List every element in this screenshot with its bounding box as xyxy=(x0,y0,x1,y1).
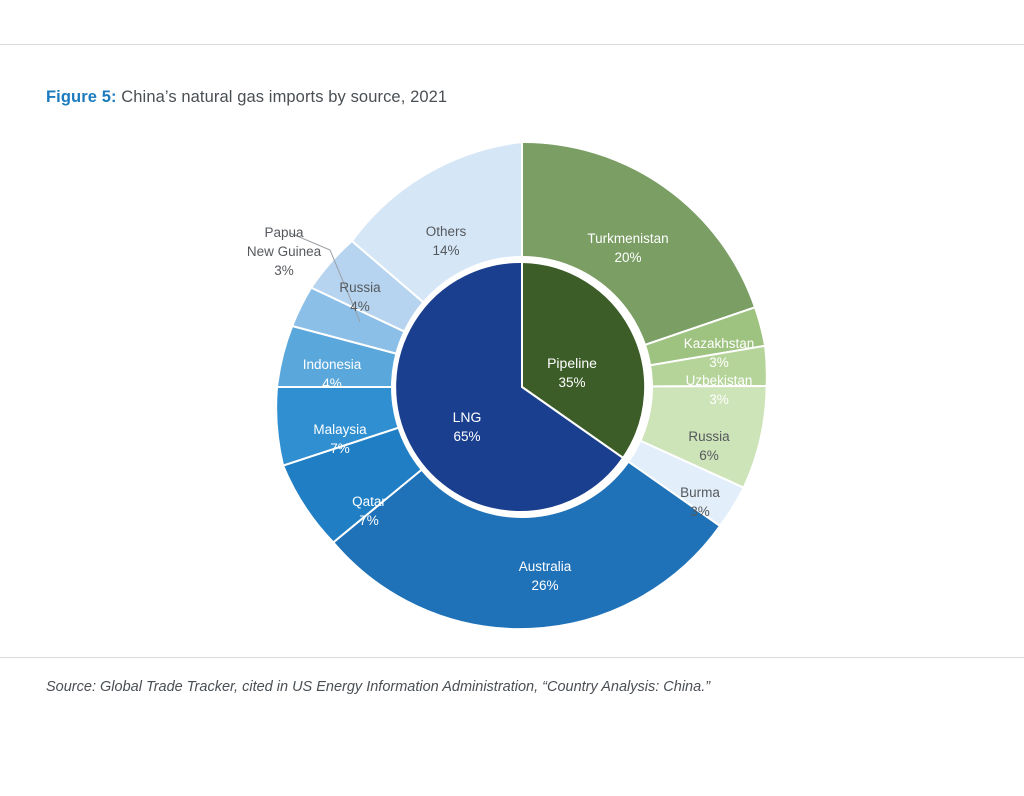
label-qatar-pct: 7% xyxy=(359,513,379,528)
label-papua-new-guinea-pct: 3% xyxy=(274,263,294,278)
label-malaysia-name: Malaysia xyxy=(313,422,367,437)
label-australia-pct: 26% xyxy=(531,578,559,593)
label-pipeline-name: Pipeline xyxy=(547,355,597,371)
label-russia-lng-name: Russia xyxy=(339,280,381,295)
label-others-pct: 14% xyxy=(432,243,460,258)
source-note: Source: Global Trade Tracker, cited in US Energy Information Administration, “Country Analysis: China.” xyxy=(46,679,711,695)
label-pipeline-pct: 35% xyxy=(558,375,586,390)
label-turkmenistan-name: Turkmenistan xyxy=(587,231,669,246)
label-others-name: Others xyxy=(425,224,467,239)
label-russia-lng-pct: 4% xyxy=(350,299,370,314)
label-lng-pct: 65% xyxy=(453,429,481,444)
label-russia-pipeline-pct: 6% xyxy=(699,448,719,463)
label-australia-name: Australia xyxy=(518,559,572,574)
label-papua-new-guinea-line1: Papua xyxy=(264,225,304,240)
label-burma-pct: 3% xyxy=(690,504,710,519)
figure-label: Figure 5: xyxy=(46,88,117,106)
page-title xyxy=(46,88,447,107)
label-uzbekistan-pct: 3% xyxy=(709,392,729,407)
label-qatar-name: Qatar xyxy=(352,494,386,509)
label-indonesia-pct: 4% xyxy=(322,376,342,391)
label-indonesia-name: Indonesia xyxy=(302,357,362,372)
label-uzbekistan-name: Uzbekistan xyxy=(685,373,753,388)
pie-chart xyxy=(222,132,782,642)
label-burma-name: Burma xyxy=(680,485,720,500)
label-kazakhstan-pct: 3% xyxy=(709,355,729,370)
inner-ring xyxy=(395,262,645,512)
bottom-divider xyxy=(0,657,1024,658)
label-turkmenistan-pct: 20% xyxy=(614,250,642,265)
label-malaysia-pct: 7% xyxy=(330,441,350,456)
label-lng-name: LNG xyxy=(452,409,482,425)
label-kazakhstan-name: Kazakhstan xyxy=(683,336,755,351)
label-russia-pipeline-name: Russia xyxy=(688,429,730,444)
top-divider xyxy=(0,44,1024,45)
figure-title-text: China’s natural gas imports by source, 2021 xyxy=(116,88,448,106)
label-papua-new-guinea-line2: New Guinea xyxy=(246,244,322,259)
pie-chart-svg xyxy=(222,132,782,642)
